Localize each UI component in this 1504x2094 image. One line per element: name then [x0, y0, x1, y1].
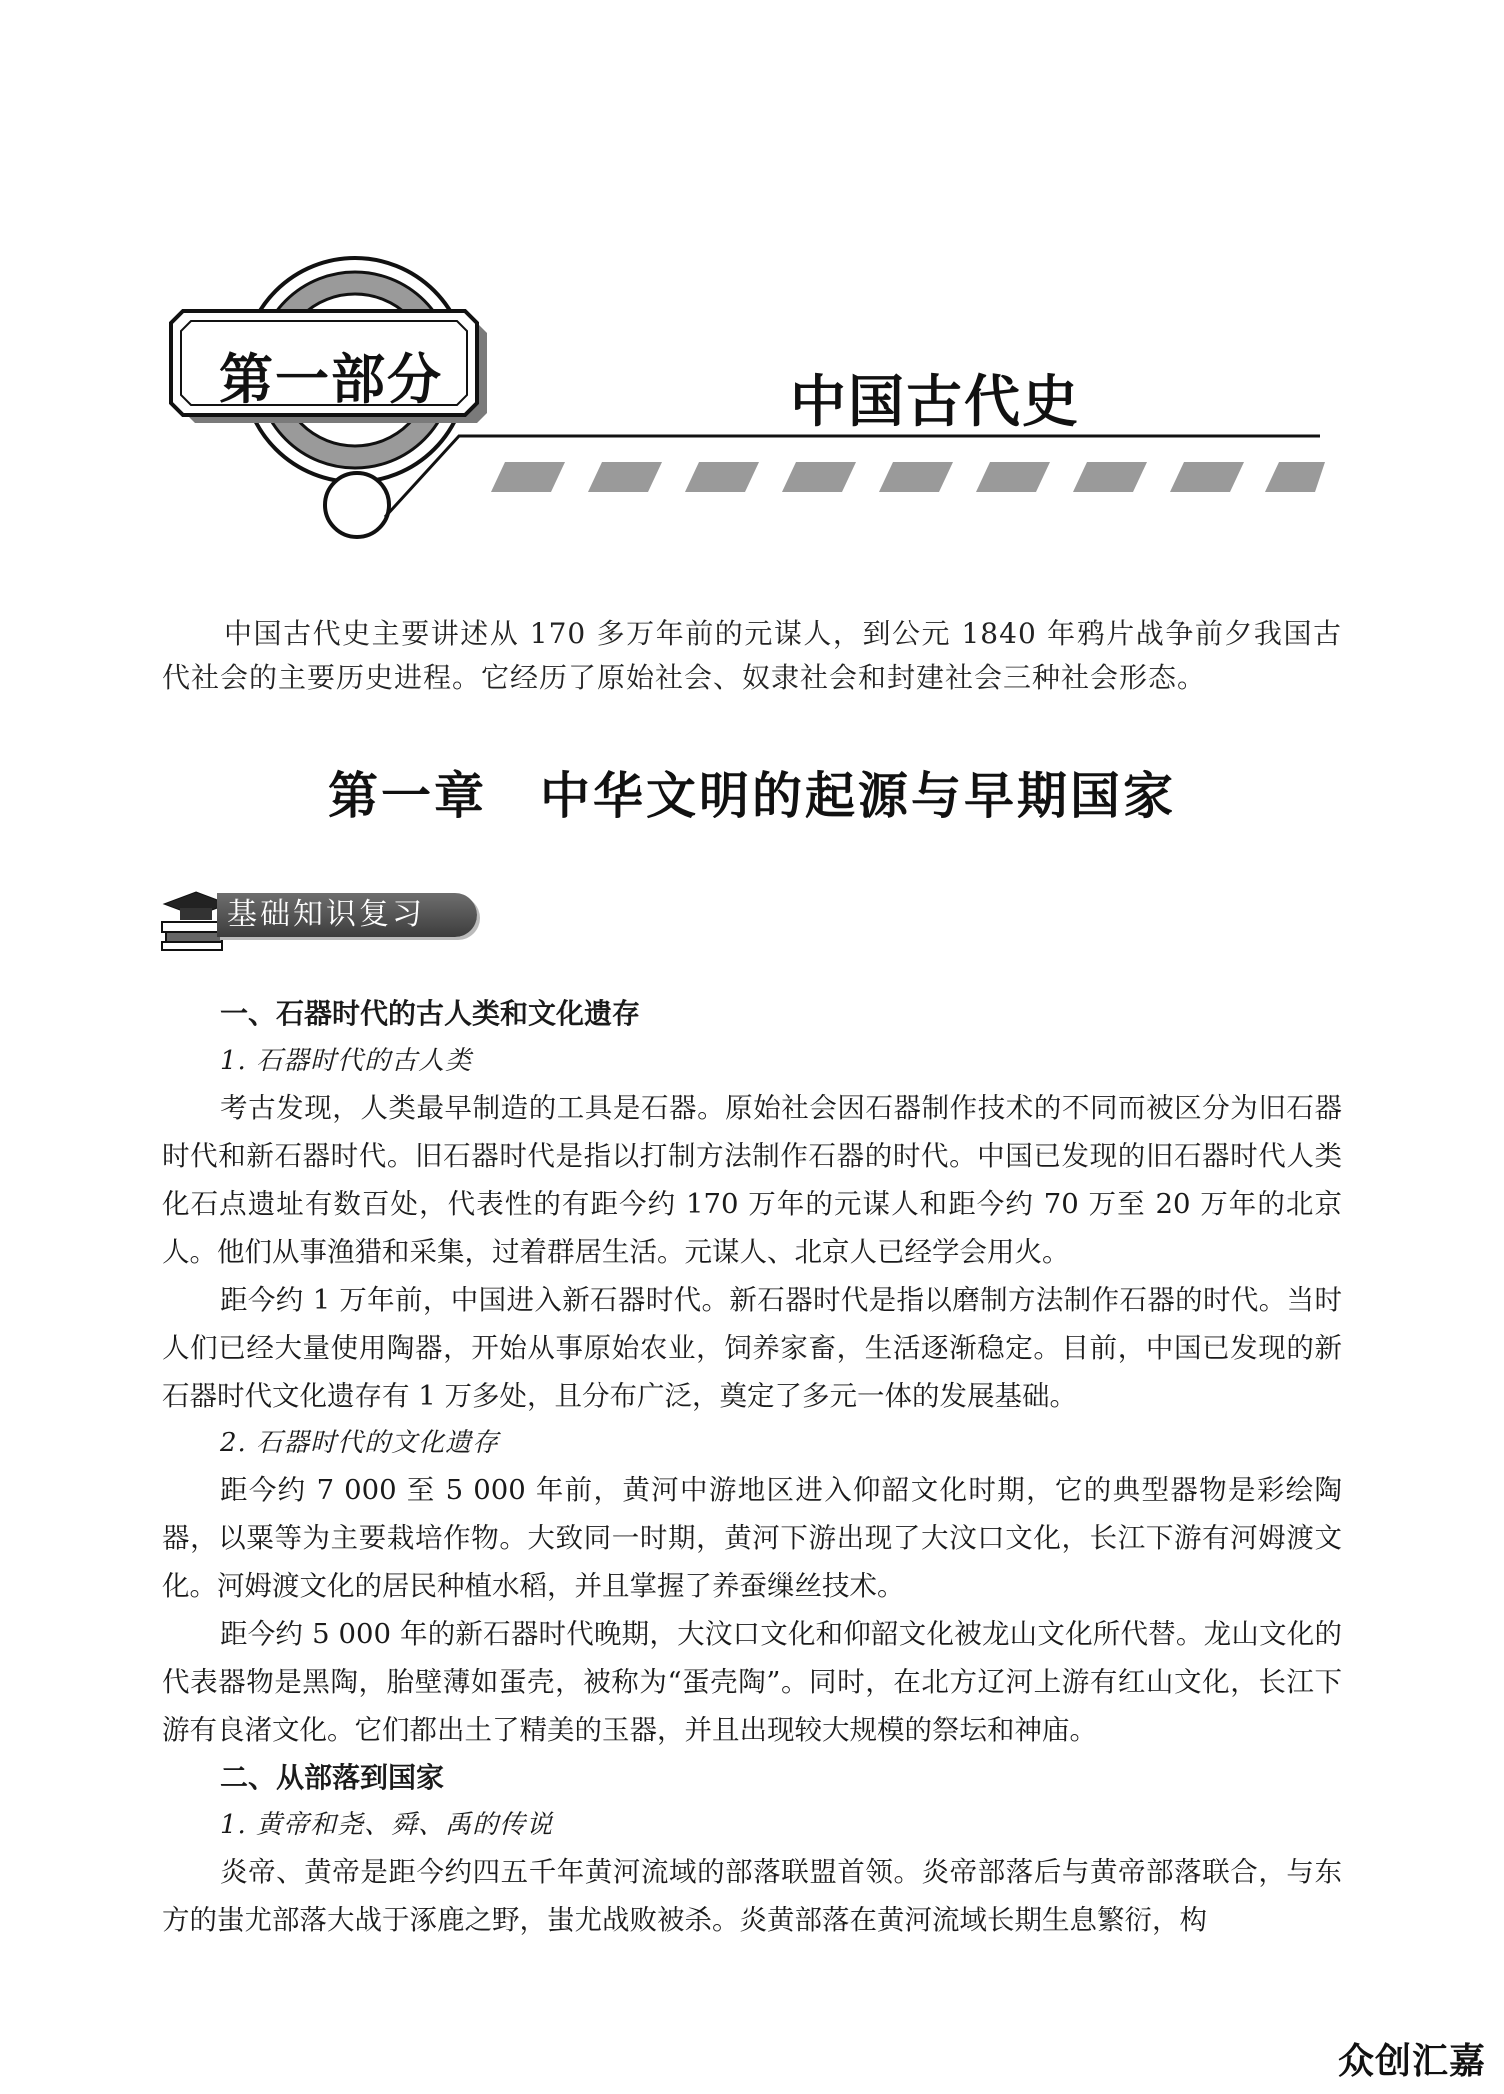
chapter-title: 第一章 中华文明的起源与早期国家 — [328, 767, 1176, 825]
review-banner-label: 基础知识复习 — [217, 893, 477, 937]
part-title: 中国古代史 — [790, 370, 1080, 435]
body-content — [162, 990, 1342, 1944]
stripe — [879, 462, 953, 492]
section-heading: 一、石器时代的古人类和文化遗存 — [220, 997, 641, 1030]
subsection-heading: 2. 石器时代的文化遗存 — [220, 1428, 500, 1458]
paragraph: 考古发现，人类最早制造的工具是石器。原始社会因石器制作技术的不同而被区分为旧石器时代和新石器时代。旧石器时代是指以打制方法制作石器的时代。中国已发现的旧石器时代人类化石点遗址有数百处，代表性的有距今约 170 万年的元谋人和距今约 70 万至 20 万年的北京人。他们从事渔猎和采集，过着群居生活。元谋人、北京人已经学会用火。 — [162, 1092, 1342, 1268]
stripe — [1073, 462, 1147, 492]
subsection-heading: 1. 石器时代的古人类 — [220, 1046, 473, 1076]
part-label: 第一部分 — [219, 348, 443, 411]
watermark: 众创汇嘉 — [1337, 2041, 1486, 2082]
section-heading: 二、从部落到国家 — [220, 1761, 445, 1794]
paragraph: 距今约 1 万年前，中国进入新石器时代。新石器时代是指以磨制方法制作石器的时代。当时人们已经大量使用陶器，开始从事原始农业，饲养家畜，生活逐渐稳定。目前，中国已发现的新石器时代文化遗存有 1 万多处，且分布广泛，奠定了多元一体的发展基础。 — [162, 1284, 1342, 1412]
stripe — [588, 462, 662, 492]
paragraph: 炎帝、黄帝是距今约四五千年黄河流域的部落联盟首领。炎帝部落后与黄帝部落联合，与东方的蚩尤部落大战于涿鹿之野，蚩尤战败被杀。炎黄部落在黄河流域长期生息繁衍，构 — [162, 1856, 1342, 1936]
striped-bar — [491, 462, 1325, 492]
paragraph: 距今约 7 000 至 5 000 年前，黄河中游地区进入仰韶文化时期，它的典型器物是彩绘陶器，以粟等为主要栽培作物。大致同一时期，黄河下游出现了大汶口文化，长江下游有河姆渡文化。河姆渡文化的居民种植水稻，并且掌握了养蚕缫丝技术。 — [162, 1474, 1342, 1602]
stripe — [1265, 462, 1325, 492]
ornament-small-circle — [325, 473, 389, 537]
stripe — [1170, 462, 1244, 492]
stripe — [685, 462, 759, 492]
subsection-heading: 1. 黄帝和尧、舜、禹的传说 — [220, 1810, 554, 1840]
stripe — [976, 462, 1050, 492]
stripe — [491, 462, 565, 492]
stripe — [782, 462, 856, 492]
part-intro: 中国古代史主要讲述从 170 多万年前的元谋人，到公元 1840 年鸦片战争前夕我国古代社会的主要历史进程。它经历了原始社会、奴隶社会和封建社会三种社会形态。 — [162, 617, 1342, 694]
paragraph: 距今约 5 000 年的新石器时代晚期，大汶口文化和仰韶文化被龙山文化所代替。龙山文化的代表器物是黑陶，胎壁薄如蛋壳，被称为“蛋壳陶”。同时，在北方辽河上游有红山文化，长江下游有良渚文化。它们都出土了精美的玉器，并且出现较大规模的祭坛和神庙。 — [162, 1618, 1342, 1746]
